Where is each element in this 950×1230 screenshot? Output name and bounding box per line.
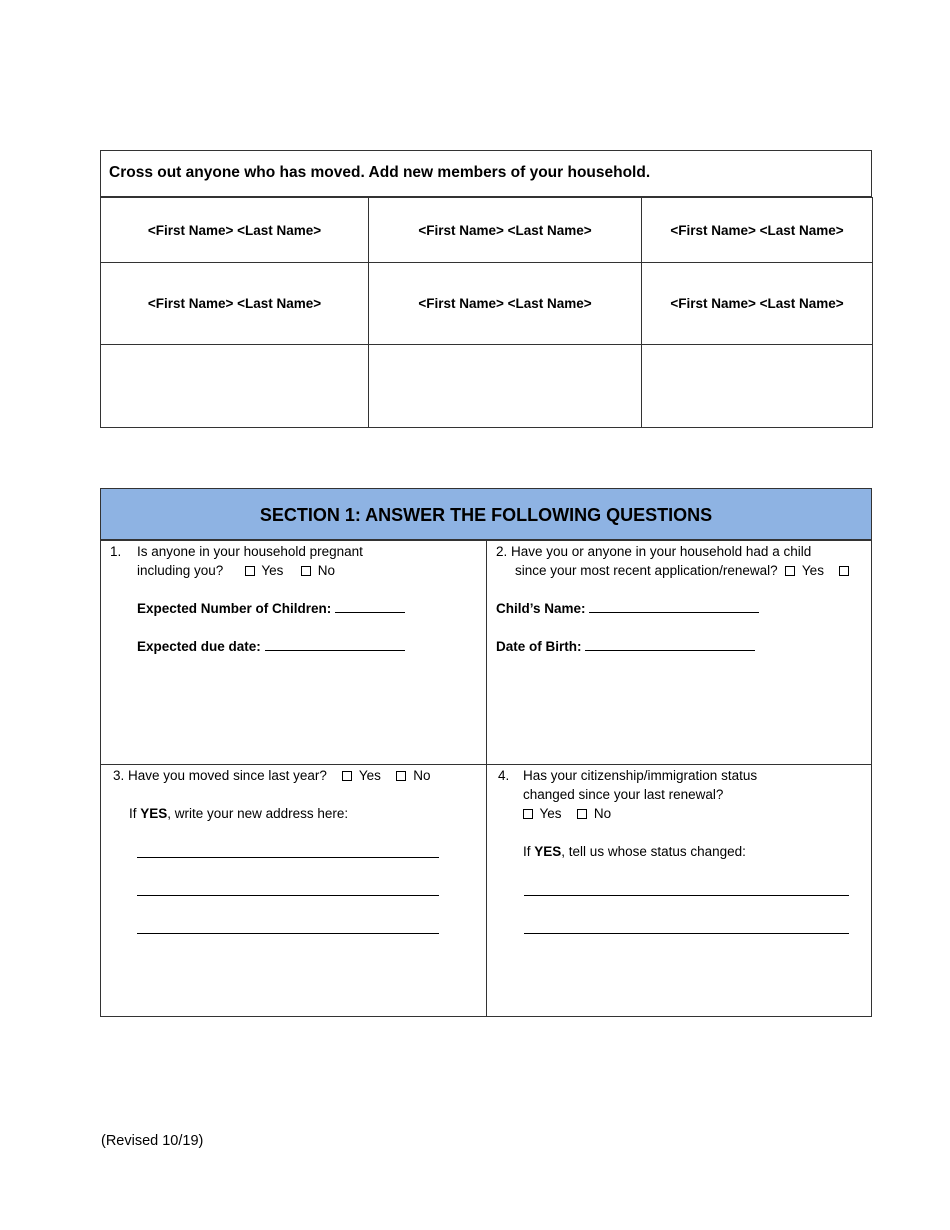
child-name-label: Child’s Name: (496, 601, 586, 616)
q3-yes-label: Yes (358, 768, 381, 783)
new-member-cell[interactable] (369, 345, 642, 428)
revision-note: (Revised 10/19) (101, 1133, 204, 1149)
section-1 (100, 488, 872, 1017)
member-name-cell[interactable]: <First Name> <Last Name> (101, 263, 369, 345)
question-4-text: Has your citizenship/immigration status (523, 768, 758, 783)
q4-if-suffix: , tell us whose status changed: (561, 844, 746, 859)
q4-yes-checkbox[interactable] (523, 809, 533, 819)
question-4-number: 4. (498, 768, 510, 783)
expected-children-label: Expected Number of Children: (137, 601, 332, 616)
question-1-options (137, 561, 335, 580)
question-4-options (523, 804, 611, 823)
status-change-line-2[interactable] (524, 933, 849, 934)
expected-children-field[interactable] (335, 600, 405, 613)
dob-label: Date of Birth: (496, 639, 582, 654)
dob-row (496, 637, 755, 656)
address-line-3[interactable] (137, 933, 439, 934)
q3-if-prefix: If (129, 806, 137, 821)
question-1-text: Is anyone in your household pregnant (137, 544, 363, 559)
q4-if-yes: YES (534, 844, 562, 859)
question-2-cell (486, 540, 872, 765)
address-line-1[interactable] (137, 857, 439, 858)
question-4-cell (486, 764, 872, 1017)
due-date-field[interactable] (265, 638, 405, 651)
member-name-cell[interactable]: <First Name> <Last Name> (642, 263, 873, 345)
q1-yes-label: Yes (261, 563, 284, 578)
question-1-text-line2: including you? (137, 563, 224, 578)
question-1-cell (100, 540, 487, 765)
child-name-row (496, 599, 759, 618)
q2-yes-checkbox[interactable] (785, 566, 795, 576)
address-line-2[interactable] (137, 895, 439, 896)
q2-yes-label: Yes (801, 563, 824, 578)
household-table-header: Cross out anyone who has moved. Add new members of your household. (100, 150, 872, 197)
question-3-row (113, 766, 431, 785)
question-4-text-line2: changed since your last renewal? (523, 787, 724, 802)
new-member-cell[interactable] (642, 345, 873, 428)
question-3-cell (100, 764, 487, 1017)
q3-if-yes: YES (140, 806, 168, 821)
q1-no-checkbox[interactable] (301, 566, 311, 576)
q3-no-checkbox[interactable] (396, 771, 406, 781)
due-date-label: Expected due date: (137, 639, 261, 654)
q4-instruction (523, 842, 746, 861)
question-2-text: 2. Have you or anyone in your household had a child (496, 544, 812, 559)
q4-if-prefix: If (523, 844, 531, 859)
q3-instruction (129, 804, 348, 823)
q4-yes-label: Yes (539, 806, 562, 821)
member-name-cell[interactable]: <First Name> <Last Name> (101, 198, 369, 263)
household-members-table (100, 150, 872, 427)
question-1-number: 1. (110, 544, 122, 559)
question-3-text: 3. Have you moved since last year? (113, 768, 327, 783)
member-name-cell[interactable]: <First Name> <Last Name> (369, 263, 642, 345)
q2-no-checkbox[interactable] (839, 566, 849, 576)
section-1-title: SECTION 1: ANSWER THE FOLLOWING QUESTIONS (100, 488, 872, 540)
status-change-line-1[interactable] (524, 895, 849, 896)
dob-field[interactable] (585, 638, 755, 651)
q3-no-label: No (413, 768, 431, 783)
q1-no-label: No (317, 563, 335, 578)
q4-no-label: No (593, 806, 612, 821)
household-names-grid (100, 197, 873, 428)
q3-if-suffix: , write your new address here: (167, 806, 349, 821)
q1-yes-checkbox[interactable] (245, 566, 255, 576)
child-name-field[interactable] (589, 600, 759, 613)
due-date-row (137, 637, 405, 656)
question-2-options (515, 561, 852, 580)
question-2-text-line2: since your most recent application/renewal? (515, 563, 778, 578)
expected-children-row (137, 599, 405, 618)
member-name-cell[interactable]: <First Name> <Last Name> (642, 198, 873, 263)
q3-yes-checkbox[interactable] (342, 771, 352, 781)
q4-no-checkbox[interactable] (577, 809, 587, 819)
member-name-cell[interactable]: <First Name> <Last Name> (369, 198, 642, 263)
new-member-cell[interactable] (101, 345, 369, 428)
